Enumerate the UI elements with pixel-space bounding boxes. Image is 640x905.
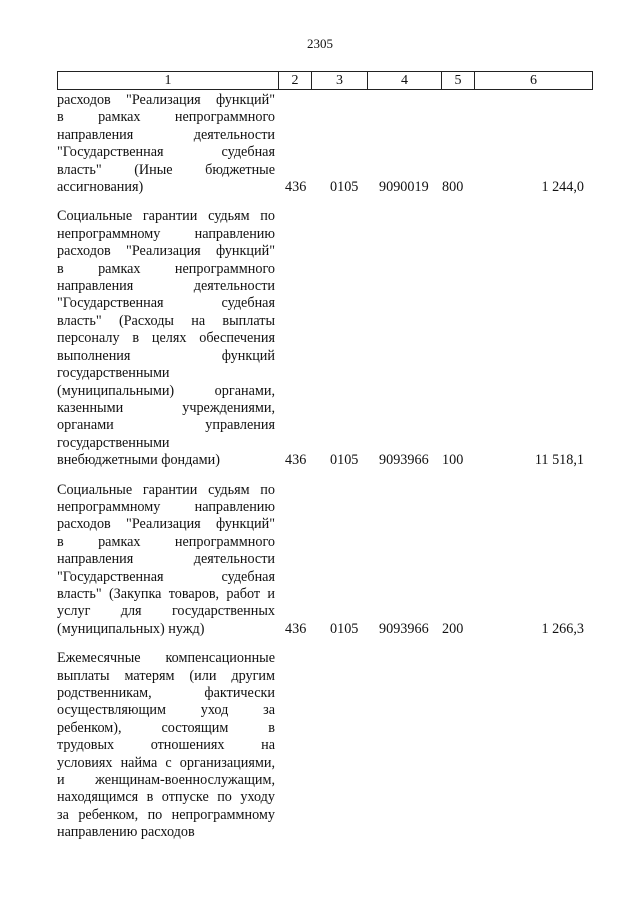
description-line: Социальные гарантии судьям по <box>57 481 275 498</box>
table-row <box>57 482 597 639</box>
description-line: услуг для государственных <box>57 603 275 620</box>
header-col-3: 3 <box>312 72 368 89</box>
cell-c2: 436 <box>285 452 307 469</box>
description-line: расходов "Реализация функций" <box>57 92 275 108</box>
header-col-1: 1 <box>58 72 279 89</box>
description-line: направления деятельности <box>57 551 275 568</box>
description-line: власть" (Иные бюджетные <box>57 161 275 178</box>
row-description <box>57 650 275 841</box>
description-line: "Государственная судебная <box>57 295 275 312</box>
table-row <box>57 92 597 196</box>
table-row <box>57 650 597 841</box>
description-line: власть" (Расходы на выплаты <box>57 312 275 329</box>
description-line: органами управления <box>57 417 275 434</box>
description-line: внебюджетными фондами) <box>57 452 220 469</box>
header-col-4: 4 <box>368 72 442 89</box>
cell-c5: 800 <box>442 179 464 196</box>
cell-c2: 436 <box>285 179 307 196</box>
description-line: в рамках непрограммного <box>57 109 275 126</box>
cell-c4: 9093966 <box>379 452 429 469</box>
cell-c2: 436 <box>285 620 307 637</box>
description-line: (муниципальными) органами, <box>57 382 275 399</box>
description-line: направлению расходов <box>57 824 195 841</box>
row-gap <box>57 470 597 482</box>
row-gap <box>57 638 597 650</box>
description-line: выполнения функций <box>57 347 275 364</box>
description-line: Социальные гарантии судьям по <box>57 208 275 225</box>
row-description <box>57 482 275 639</box>
description-line: расходов "Реализация функций" <box>57 516 275 533</box>
description-line: выплаты матерям (или другим <box>57 667 275 684</box>
table-body <box>57 92 597 842</box>
description-line: персоналу в целях обеспечения <box>57 330 275 347</box>
description-line: "Государственная судебная <box>57 144 275 161</box>
description-line: непрограммному направлению <box>57 225 275 242</box>
table-header <box>57 71 593 90</box>
header-col-2: 2 <box>279 72 312 89</box>
cell-c6: 1 244,0 <box>541 179 584 196</box>
description-line: казенными учреждениями, <box>57 399 275 416</box>
description-line: в рамках непрограммного <box>57 260 275 277</box>
header-col-5: 5 <box>442 72 475 89</box>
cell-c5: 100 <box>442 452 464 469</box>
description-line: родственникам, фактически <box>57 685 275 701</box>
row-description <box>57 208 275 469</box>
row-description <box>57 92 275 196</box>
cell-c4: 9090019 <box>379 179 429 196</box>
description-line: расходов "Реализация функций" <box>57 243 275 260</box>
description-line: власть" (Закупка товаров, работ и <box>57 585 275 602</box>
description-line: за ребенком, по непрограммному <box>57 806 275 823</box>
cell-c6: 11 518,1 <box>534 452 584 469</box>
description-line: государственными <box>57 434 170 451</box>
cell-c3: 0105 <box>330 620 359 637</box>
description-line: направления деятельности <box>57 278 275 295</box>
description-line: государственными <box>57 365 170 382</box>
row-gap <box>57 196 597 208</box>
description-line: в рамках непрограммного <box>57 533 275 550</box>
description-line: находящимся в отпуске по уходу <box>57 789 275 806</box>
description-line: "Государственная судебная <box>57 568 275 585</box>
header-col-6: 6 <box>530 73 537 88</box>
description-line: Ежемесячные компенсационные <box>57 650 275 667</box>
description-line: трудовых отношениях на <box>57 737 275 754</box>
description-line: (муниципальных) нужд) <box>57 620 205 637</box>
cell-c3: 0105 <box>330 179 359 196</box>
description-line: осуществляющим уход за <box>57 702 275 719</box>
cell-c6: 1 266,3 <box>541 620 584 637</box>
description-line: ребенком), состоящим в <box>57 719 275 736</box>
description-line: ассигнования) <box>57 179 144 196</box>
description-line: условиях найма с организациями, <box>57 754 275 771</box>
cell-c4: 9093966 <box>379 620 429 637</box>
table-row <box>57 208 597 469</box>
description-line: и женщинам-военнослужащим, <box>57 772 275 789</box>
description-line: направления деятельности <box>57 126 275 143</box>
page-number: 2305 <box>307 36 333 51</box>
description-line: непрограммному направлению <box>57 498 275 515</box>
cell-c3: 0105 <box>330 452 359 469</box>
cell-c5: 200 <box>442 620 464 637</box>
